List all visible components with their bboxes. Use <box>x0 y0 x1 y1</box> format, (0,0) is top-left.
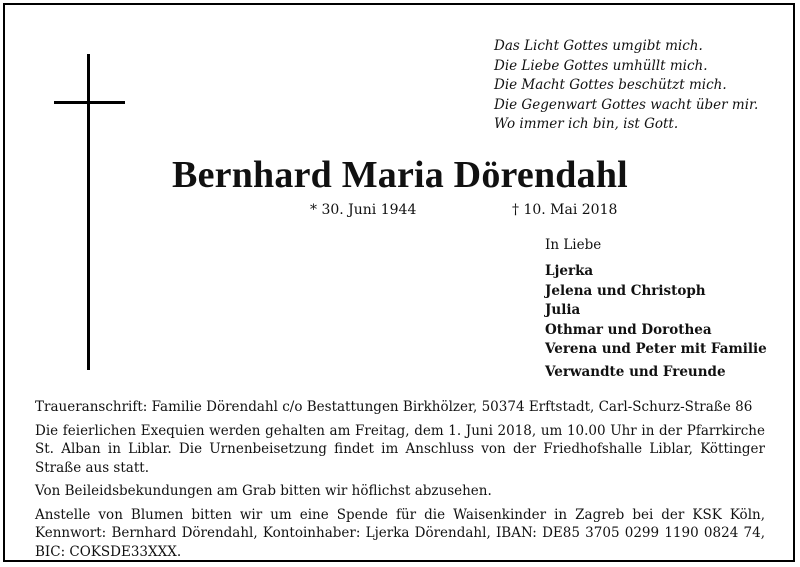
mourners-list <box>545 262 767 360</box>
mourner-name: Verena und Peter mit Familie <box>545 341 767 357</box>
death-date: † 10. Mai 2018 <box>512 202 618 218</box>
funeral-service-info: Die feierlichen Exequien werden gehalten am Freitag, dem 1. Juni 2018, um 10.00 Uhr in der Pfarrkirche St. Alban in Liblar. Die Urnenbeisetzung findet im Anschluss von der Friedhofshalle Liblar, Köttinger Straße aus statt. <box>35 422 765 476</box>
condolence-note: Von Beileidsbekundungen am Grab bitten wir höflichst abzusehen. <box>35 483 492 499</box>
poem-line: Wo immer ich bin, ist Gott. <box>494 116 679 132</box>
cross-icon-bar <box>54 101 125 104</box>
poem-line: Die Liebe Gottes umhüllt mich. <box>494 57 708 74</box>
deceased-name: Bernhard Maria Dörendahl <box>172 154 628 196</box>
mourner-name: Jelena und Christoph <box>545 282 706 299</box>
poem <box>494 37 758 135</box>
donation-request: Anstelle von Blumen bitten wir um eine Spende für die Waisenkinder in Zagreb bei der KSK Köln, Kennwort: Bernhard Dörendahl, Kontoinhaber: Ljerka Dörendahl, IBAN: DE85 3705 0299 1190 0824 74, BIC: COKSDE33XXX. <box>35 506 765 560</box>
mourner-name: Ljerka <box>545 263 594 279</box>
poem-line: Die Gegenwart Gottes wacht über mir. <box>494 96 759 113</box>
notice-text <box>35 398 765 566</box>
poem-line: Die Macht Gottes beschützt mich. <box>494 77 727 93</box>
birth-date: * 30. Juni 1944 <box>310 202 417 218</box>
mourner-name: Othmar und Dorothea <box>545 321 712 338</box>
mourner-name: Julia <box>545 302 581 318</box>
mourners-intro: In Liebe <box>545 237 602 253</box>
mourning-address: Traueranschrift: Familie Dörendahl c/o Bestattungen Birkhölzer, 50374 Erftstadt, Carl-Schurz-Straße 86 <box>35 399 753 415</box>
poem-line: Das Licht Gottes umgibt mich. <box>494 38 703 54</box>
relatives-line: Verwandte und Freunde <box>545 364 726 380</box>
